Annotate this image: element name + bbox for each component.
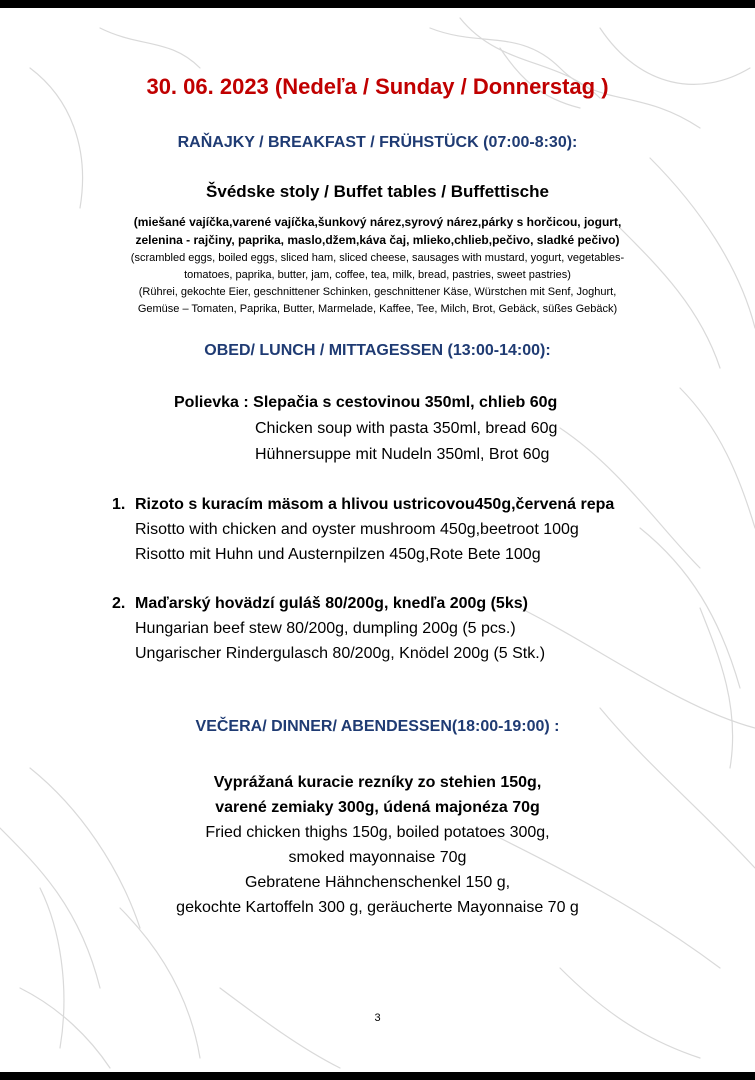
dinner-heading: VEČERA/ DINNER/ ABENDESSEN(18:00-19:00) : [195,718,560,735]
menu-content [0,8,755,1072]
dinner-de-line-2: gekochte Kartoffeln 300 g, geräucherte Mayonnaise 70 g [176,899,579,916]
lunch-item-2-de: Ungarischer Rindergulasch 80/200g, Knödel 200g (5 Stk.) [135,645,546,662]
page-title: 30. 06. 2023 (Nedeľa / Sunday / Donnerstag ) [146,74,609,99]
buffet-desc-sk-line-2: zelenina - rajčiny, paprika, maslo,džem,káva čaj, mlieko,chlieb,pečivo, sladké pečivo) [135,233,620,247]
soup-de: Hühnersuppe mit Nudeln 350ml, Brot 60g [255,446,550,463]
lunch-item-2-title: Maďarský hovädzí guláš 80/200g, knedľa 200g (5ks) [135,595,528,612]
buffet-desc-de-line-1: (Rühreі, gekochte Eier, geschnittener Schinken, geschnittener Käse, Würstchen mit Senf, Joghurt, [138,286,617,298]
lunch-item-1-title: Rizoto s kuracím mäsom a hlivou ustricovou450g,červená repa [135,496,615,513]
dinner-sk-line-2: varené zemiaky 300g, údená majonéza 70g [215,799,540,816]
buffet-desc-en-line-2: tomatoes, paprika, butter, jam, coffee, tea, milk, bread, pastries, sweet pastries) [184,269,571,281]
buffet-desc-sk-line-1: (miešané vajíčka,varené vajíčka,šunkový nárez,syrový nárez,párky s horčicou, jogurt, [133,215,622,229]
dinner-sk-line-1: Vyprážaná kuracie rezníky zo stehien 150g, [213,774,542,791]
lunch-item-2-number: 2. [112,595,126,612]
soup-en: Chicken soup with pasta 350ml, bread 60g [255,420,558,437]
breakfast-heading: RAŇAJKY / BREAKFAST / FRÜHSTÜCK (07:00-8:30): [177,134,578,151]
soup-title: Polievka : Slepačia s cestovinou 350ml, chlieb 60g [174,394,558,411]
lunch-item-1-en: Risotto with chicken and oyster mushroom 450g,beetroot 100g [135,521,579,538]
menu-page [0,8,755,1072]
lunch-item-1-number: 1. [112,496,126,513]
dinner-en-line-2: smoked mayonnaise 70g [288,849,467,866]
buffet-desc-de-line-2: Gemüse – Tomaten, Paprika, Butter, Marmelade, Kaffee, Tee, Milch, Brot, Gebäck, süßes Gebäck) [137,303,618,315]
lunch-item-1-de: Risotto mit Huhn und Austernpilzen 450g,Rote Bete 100g [135,546,541,563]
buffet-desc-en-line-1: (scrambled eggs, boiled eggs, sliced ham, sliced cheese, sausages with mustard, yogurt, vegetables- [130,252,625,264]
lunch-heading: OBED/ LUNCH / MITTAGESSEN (13:00-14:00): [204,342,551,359]
dinner-en-line-1: Fried chicken thighs 150g, boiled potatoes 300g, [205,824,550,841]
dinner-de-line-1: Gebratene Hähnchenschenkel 150 g, [244,874,511,891]
page-number: 3 [374,1012,381,1024]
lunch-item-2-en: Hungarian beef stew 80/200g, dumpling 200g (5 pcs.) [135,620,516,637]
buffet-title: Švédske stoly / Buffet tables / Buffettische [206,182,549,201]
